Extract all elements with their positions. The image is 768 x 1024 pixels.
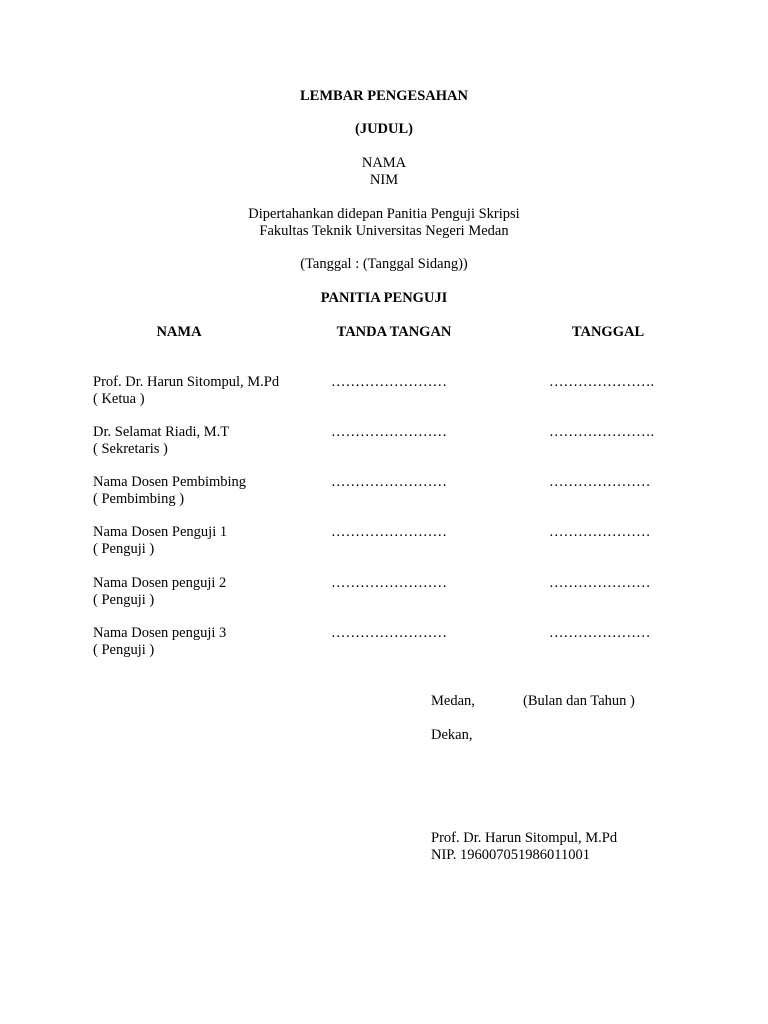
approval-city: Medan, — [431, 693, 475, 709]
student-name-placeholder: NAMA — [361, 155, 407, 171]
member-role: ( Ketua ) — [93, 391, 145, 407]
member-name: Prof. Dr. Harun Sitompul, M.Pd — [93, 374, 280, 390]
member-role: ( Penguji ) — [93, 642, 155, 658]
member-role: ( Pembimbing ) — [93, 491, 185, 507]
defense-date: (Tanggal : (Tanggal Sidang)) — [300, 256, 468, 272]
signature-line: …………………… — [331, 524, 447, 540]
member-role: ( Sekretaris ) — [93, 441, 168, 457]
date-line: …………………. — [549, 374, 655, 390]
defense-statement-line1: Dipertahankan didepan Panitia Penguji Skripsi — [248, 206, 520, 222]
member-role: ( Penguji ) — [93, 541, 155, 557]
dean-title: Dekan, — [431, 727, 473, 743]
thesis-title-placeholder: (JUDUL) — [355, 121, 413, 137]
document-title: LEMBAR PENGESAHAN — [300, 88, 468, 104]
member-name: Nama Dosen penguji 2 — [93, 575, 227, 591]
date-line: …………………. — [549, 424, 655, 440]
signature-line: …………………… — [331, 424, 447, 440]
date-line: ………………… — [549, 575, 651, 591]
column-header-signature: TANDA TANGAN — [336, 324, 452, 340]
column-header-name: NAMA — [156, 324, 202, 340]
member-name: Nama Dosen Penguji 1 — [93, 524, 228, 540]
signature-line: …………………… — [331, 625, 447, 641]
student-nim-placeholder: NIM — [369, 172, 399, 188]
column-header-date: TANGGAL — [571, 324, 645, 340]
signature-line: …………………… — [331, 474, 447, 490]
signature-line: …………………… — [331, 575, 447, 591]
committee-heading: PANITIA PENGUJI — [320, 290, 448, 306]
approval-month-year: (Bulan dan Tahun ) — [523, 693, 635, 709]
member-role: ( Penguji ) — [93, 592, 155, 608]
member-name: Nama Dosen Pembimbing — [93, 474, 247, 490]
date-line: ………………… — [549, 625, 651, 641]
dean-name: Prof. Dr. Harun Sitompul, M.Pd — [431, 830, 618, 846]
dean-nip: NIP. 196007051986011001 — [431, 847, 590, 863]
signature-line: …………………… — [331, 374, 447, 390]
member-name: Nama Dosen penguji 3 — [93, 625, 227, 641]
date-line: ………………… — [549, 474, 651, 490]
date-line: ………………… — [549, 524, 651, 540]
member-name: Dr. Selamat Riadi, M.T — [93, 424, 230, 440]
defense-statement-line2: Fakultas Teknik Universitas Negeri Medan — [259, 223, 509, 239]
